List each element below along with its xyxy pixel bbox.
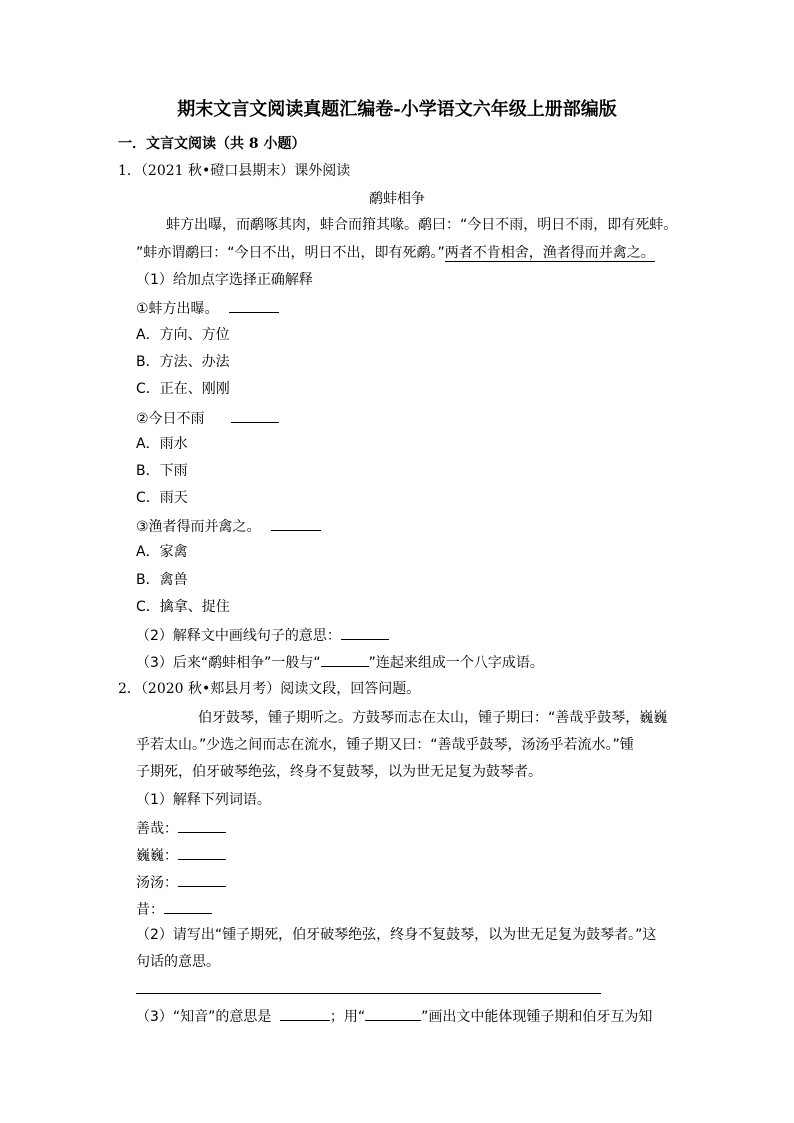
q2-answer-line[interactable] <box>136 993 601 994</box>
q2-sub-1: （1）解释下列词语。 <box>136 792 271 808</box>
q2-word-2-label: 巍巍： <box>136 848 178 864</box>
page-title: 期末文言文阅读真题汇编卷-小学语文六年级上册部编版 <box>177 99 617 120</box>
q2-word-3 <box>136 872 226 890</box>
q2-sub-3 <box>136 1006 652 1024</box>
q1-item-3-text: ③渔者得而并禽之。 <box>136 519 261 535</box>
q2-sub-3-blank-1[interactable] <box>280 1006 330 1021</box>
q2-header: 2．（2020 秋•郏县月考）阅读文段，回答问题。 <box>118 681 421 697</box>
q1-item-2-text: ②今日不雨 <box>136 411 205 427</box>
q2-word-2 <box>136 845 226 863</box>
q1-item-3-option-b: B．禽兽 <box>136 572 188 588</box>
q2-word-4-label: 昔： <box>136 902 164 918</box>
q2-word-1-label: 善哉： <box>136 821 178 837</box>
q1-sub-2-text: （2）解释文中画线句子的意思： <box>136 628 341 644</box>
q1-passage-line-1: 蚌方出曝，而鹬啄其肉，蚌合而箝其喙。鹬曰：“今日不雨，明日不雨，即有死蚌。 <box>166 217 678 233</box>
q1-item-1-option-b: B．方法、办法 <box>136 354 230 370</box>
q1-sub-1: （1）给加点字选择正确解释 <box>136 272 313 288</box>
q1-sub-2 <box>136 625 389 643</box>
q2-word-4-blank[interactable] <box>164 899 212 914</box>
q1-item-2-option-a: A．雨水 <box>136 436 188 452</box>
q2-word-3-label: 汤汤： <box>136 875 178 891</box>
q1-item-3-option-a: A．家禽 <box>136 544 188 560</box>
q1-passage-line-2-text: ”蚌亦谓鹬曰：“今日不出，明日不出，即有死鹬。” <box>136 245 445 261</box>
q1-item-1-blank[interactable] <box>229 298 279 313</box>
q2-sub-3-blank-2[interactable] <box>365 1006 421 1021</box>
q1-sub-3 <box>136 652 544 670</box>
q2-passage-line-1: 伯牙鼓琴，锺子期听之。方鼓琴而志在太山，锺子期曰：“善哉乎鼓琴，巍巍 <box>198 710 668 726</box>
q1-item-1-option-c: C．正在、刚刚 <box>136 381 230 397</box>
q2-sub-3-text-after: ”画出文中能体现锺子期和伯牙互为知 <box>421 1009 653 1025</box>
q1-header: 1．（2021 秋•磴口县期末）课外阅读 <box>118 163 351 179</box>
q1-item-2-option-c: C．雨天 <box>136 490 188 506</box>
q1-underlined-sentence: 两者不肯相舍，渔者得而并禽之。 <box>444 245 655 261</box>
q2-word-1 <box>136 818 226 836</box>
q1-item-1-option-a: A．方向、方位 <box>136 327 230 343</box>
q2-sub-3-text-mid: ；用“ <box>329 1009 366 1025</box>
q1-sub-3-text-after: ”连起来组成一个八字成语。 <box>368 655 544 671</box>
q1-sub-2-blank[interactable] <box>341 625 389 640</box>
q2-sub-3-text-before: （3）“知音”的意思是 <box>136 1009 272 1025</box>
q1-item-2-option-b: B．下雨 <box>136 463 188 479</box>
q2-word-4 <box>136 899 212 917</box>
q1-item-1 <box>136 298 279 316</box>
q2-passage-line-2: 乎若太山。”少选之间而志在流水，锺子期又曰：“善哉乎鼓琴，汤汤乎若流水。”锺 <box>136 737 634 753</box>
q1-sub-3-blank[interactable] <box>321 652 369 667</box>
section-heading: 一．文言文阅读（共 8 小题） <box>118 136 306 152</box>
q2-word-2-blank[interactable] <box>178 845 226 860</box>
q1-passage-line-2 <box>136 244 655 262</box>
q1-item-1-text: ①蚌方出曝。 <box>136 301 219 317</box>
q1-item-2-blank[interactable] <box>231 408 279 423</box>
q2-word-1-blank[interactable] <box>178 818 226 833</box>
q1-sub-3-text-before: （3）后来“鹬蚌相争”一般与“ <box>136 655 321 671</box>
q1-item-3-blank[interactable] <box>271 516 321 531</box>
q2-passage-line-3: 子期死，伯牙破琴绝弦，终身不复鼓琴，以为世无足复为鼓琴者。 <box>136 764 542 780</box>
q1-item-3 <box>136 516 321 534</box>
q1-passage-title: 鹬蚌相争 <box>369 191 425 207</box>
q2-word-3-blank[interactable] <box>178 872 226 887</box>
q2-sub-2-line-1: （2）请写出“锺子期死，伯牙破琴绝弦，终身不复鼓琴，以为世无足复为鼓琴者。”这 <box>136 927 657 943</box>
q1-item-2 <box>136 408 279 426</box>
q2-sub-2-line-2: 句话的意思。 <box>136 954 220 970</box>
q1-item-3-option-c: C．擒拿、捉住 <box>136 599 230 615</box>
